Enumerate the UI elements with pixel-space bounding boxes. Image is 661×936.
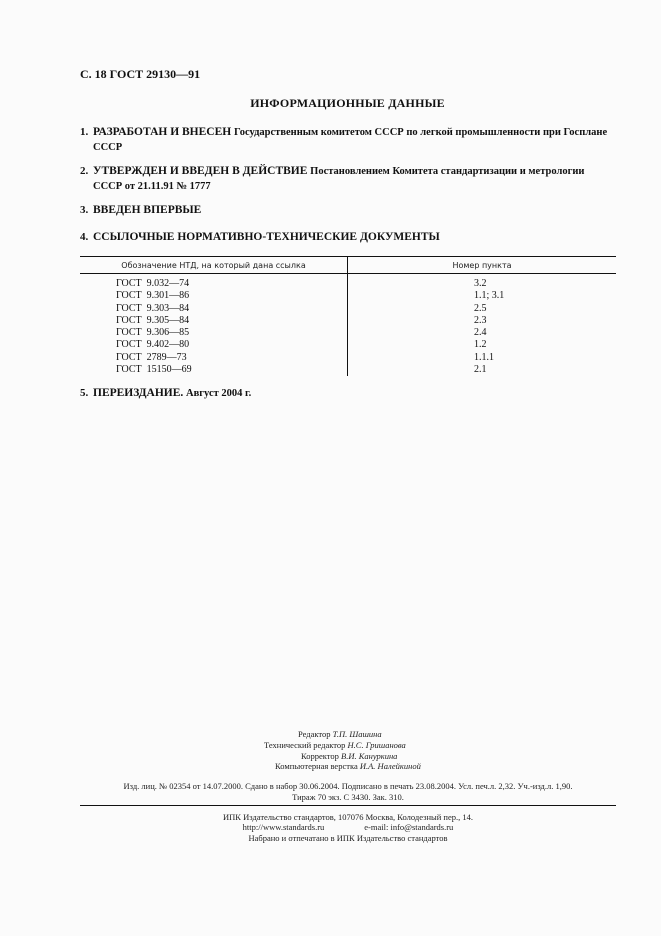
table-cell-ntd: ГОСТ 15150—69: [116, 364, 192, 376]
table-cell-clause: 2.5: [474, 302, 487, 314]
item-heading: ССЫЛОЧНЫЕ НОРМАТИВНО-ТЕХНИЧЕСКИЕ ДОКУМЕНТЫ: [93, 231, 440, 243]
info-item-2: [80, 164, 616, 194]
publisher-address: ИПК Издательство стандартов, 107076 Москва, Колодезный пер., 14.: [223, 812, 473, 822]
email-link[interactable]: e-mail: info@standards.ru: [364, 822, 454, 832]
info-item-3: [80, 203, 616, 217]
item-heading: УТВЕРЖДЕН И ВВЕДЕН В ДЕЙСТВИЕ: [93, 165, 308, 177]
table-cell-ntd: ГОСТ 9.305—84: [116, 314, 190, 326]
reference-documents-table: [80, 256, 616, 376]
page-header: С. 18 ГОСТ 29130—91: [80, 67, 201, 81]
item-heading: ПЕРЕИЗДАНИЕ.: [93, 387, 184, 399]
publisher-contacts: [80, 822, 616, 832]
printer-info: Набрано и отпечатано в ИПК Издательство стандартов: [248, 833, 448, 843]
item-text: Постановлением Комитета стандартизации и метрологии СССР от 21.11.91 № 1777: [93, 166, 585, 192]
table-cell-ntd: ГОСТ 2789—73: [116, 351, 187, 363]
table-top-rule: [80, 256, 616, 257]
proofreader-credit: Корректор В.И. Кануркина: [301, 751, 398, 761]
section-title: ИНФОРМАЦИОННЫЕ ДАННЫЕ: [250, 96, 445, 110]
table-cell-ntd: ГОСТ 9.303—84: [116, 302, 190, 314]
item-heading: ВВЕДЕН ВПЕРВЫЕ: [93, 204, 202, 216]
editor-credit: Редактор Т.П. Шашина: [298, 729, 382, 739]
item-heading: РАЗРАБОТАН И ВНЕСЕН: [93, 126, 232, 138]
table-cell-clause: 2.4: [474, 327, 487, 339]
table-cell-ntd: ГОСТ 9.032—74: [116, 278, 190, 289]
table-header-rule: [80, 273, 616, 274]
table-cell-ntd: ГОСТ 9.301—86: [116, 290, 190, 302]
table-cell-clause: 3.2: [474, 278, 487, 289]
item-text: Государственным комитетом СССР по легкой промышленности при Госплане СССР: [93, 127, 608, 153]
table-cell-clause: 1.1; 3.1: [474, 290, 505, 302]
table-cell-clause: 1.1.1: [474, 351, 494, 363]
table-cell-ntd: ГОСТ 9.306—85: [116, 327, 190, 339]
item-number: 2.: [80, 165, 89, 177]
column-header-ntd: Обозначение НТД, на который дана ссылка: [121, 261, 306, 270]
layout-credit: Компьютерная верстка И.А. Налейкиной: [275, 761, 421, 771]
item-text: Август 2004 г.: [186, 388, 252, 399]
tech-editor-credit: Технический редактор Н.С. Гришанова: [264, 740, 406, 750]
item-number: 1.: [80, 126, 89, 138]
column-header-clause: Номер пункта: [452, 261, 512, 270]
table-cell-clause: 2.1: [474, 364, 487, 376]
clause-column: [474, 278, 504, 376]
item-number: 4.: [80, 231, 89, 243]
publication-info-line: Изд. лиц. № 02354 от 14.07.2000. Сдано в набор 30.06.2004. Подписано в печать 23.08.2004. Усл. печ.л. 2,32. Уч.-изд.л. 1,90.: [123, 781, 573, 791]
table-cell-clause: 2.3: [474, 314, 487, 326]
imprint-divider: [80, 805, 616, 806]
print-run-line: Тираж 70 экз. С 3430. Зак. 310.: [292, 792, 404, 802]
table-cell-clause: 1.2: [474, 339, 487, 351]
table-cell-ntd: ГОСТ 9.402—80: [116, 339, 190, 351]
info-item-1: [80, 125, 616, 155]
info-item-5: [80, 386, 616, 401]
ntd-column: [116, 278, 192, 376]
info-item-4: [80, 230, 616, 244]
table-column-divider: [347, 256, 348, 376]
website-link[interactable]: http://www.standards.ru: [242, 822, 325, 832]
item-number: 5.: [80, 387, 89, 399]
item-number: 3.: [80, 204, 89, 216]
